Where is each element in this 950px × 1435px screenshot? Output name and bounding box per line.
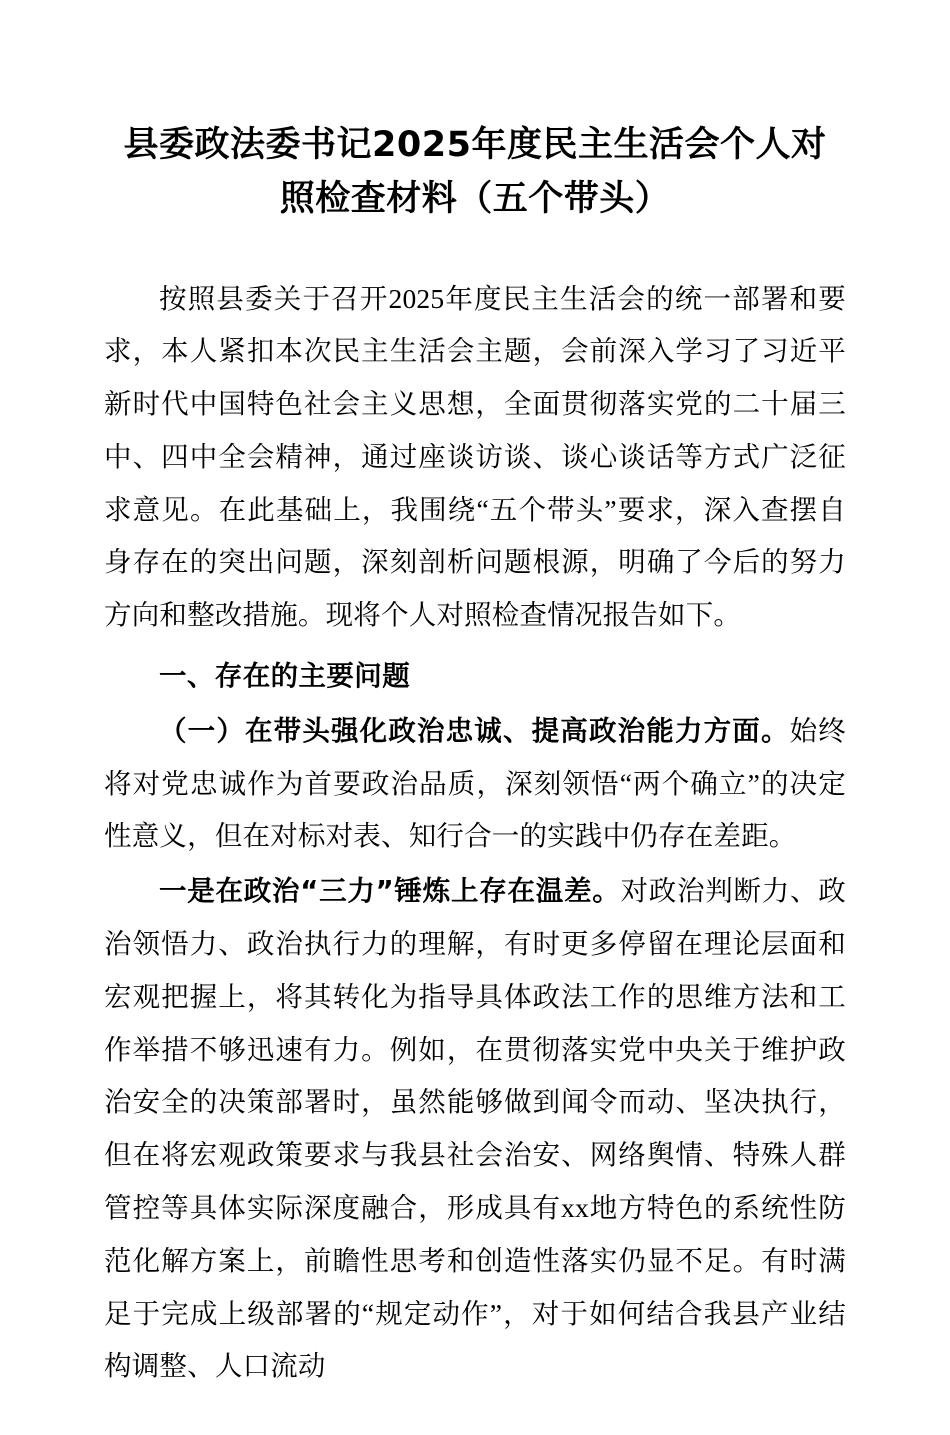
paragraph-lead-three-abilities: 一是在政治“三力”锤炼上存在温差。: [159, 875, 621, 908]
paragraph-lead-political-loyalty: （一）在带头强化政治忠诚、提高政治能力方面。: [159, 714, 790, 747]
paragraph-intro: 按照县委关于召开2025年度民主生活会的统一部署和要求，本人紧扣本次民主生活会主题，会前深入学习了习近平新时代中国特色社会主义思想，全面贯彻落实党的二十届三中、四中全会精神，通过座谈访谈、谈心谈话等方式广泛征求意见。在此基础上，我围绕“五个带头”要求，深入查摆自身存在的突出问题，深刻剖析问题根源，明确了今后的努力方向和整改措施。现将个人对照检查情况报告如下。: [104, 282, 846, 631]
section-heading-main-problems: 一、存在的主要问题: [159, 660, 411, 693]
paragraph-three-abilities: [104, 865, 846, 1393]
page-title: 县委政法委书记2025年度民主生活会个人对照检查材料（五个带头）: [123, 125, 827, 220]
paragraph-text-three-abilities: 对政治判断力、政治领悟力、政治执行力的理解，有时更多停留在理论层面和宏观把握上，将其转化为指导具体政法工作的思维方法和工作举措不够迅速有力。例如，在贯彻落实党中央关于维护政治安全的决策部署时，虽然能够做到闻令而动、坚决执行，但在将宏观政策要求与我县社会治安、网络舆情、特殊人群管控等具体实际深度融合，形成具有xx地方特色的系统性防范化解方案上，前瞻性思考和创造性落实仍显不足。有时满足于完成上级部署的“规定动作”，对于如何结合我县产业结构调整、人口流动: [104, 875, 846, 1382]
paragraph-text-political-loyalty: 始终将对党忠诚作为首要政治品质，深刻领悟“两个确立”的决定性意义，但在对标对表、知行合一的实践中仍存在差距。: [104, 714, 846, 852]
paragraph-political-loyalty: [104, 705, 846, 863]
